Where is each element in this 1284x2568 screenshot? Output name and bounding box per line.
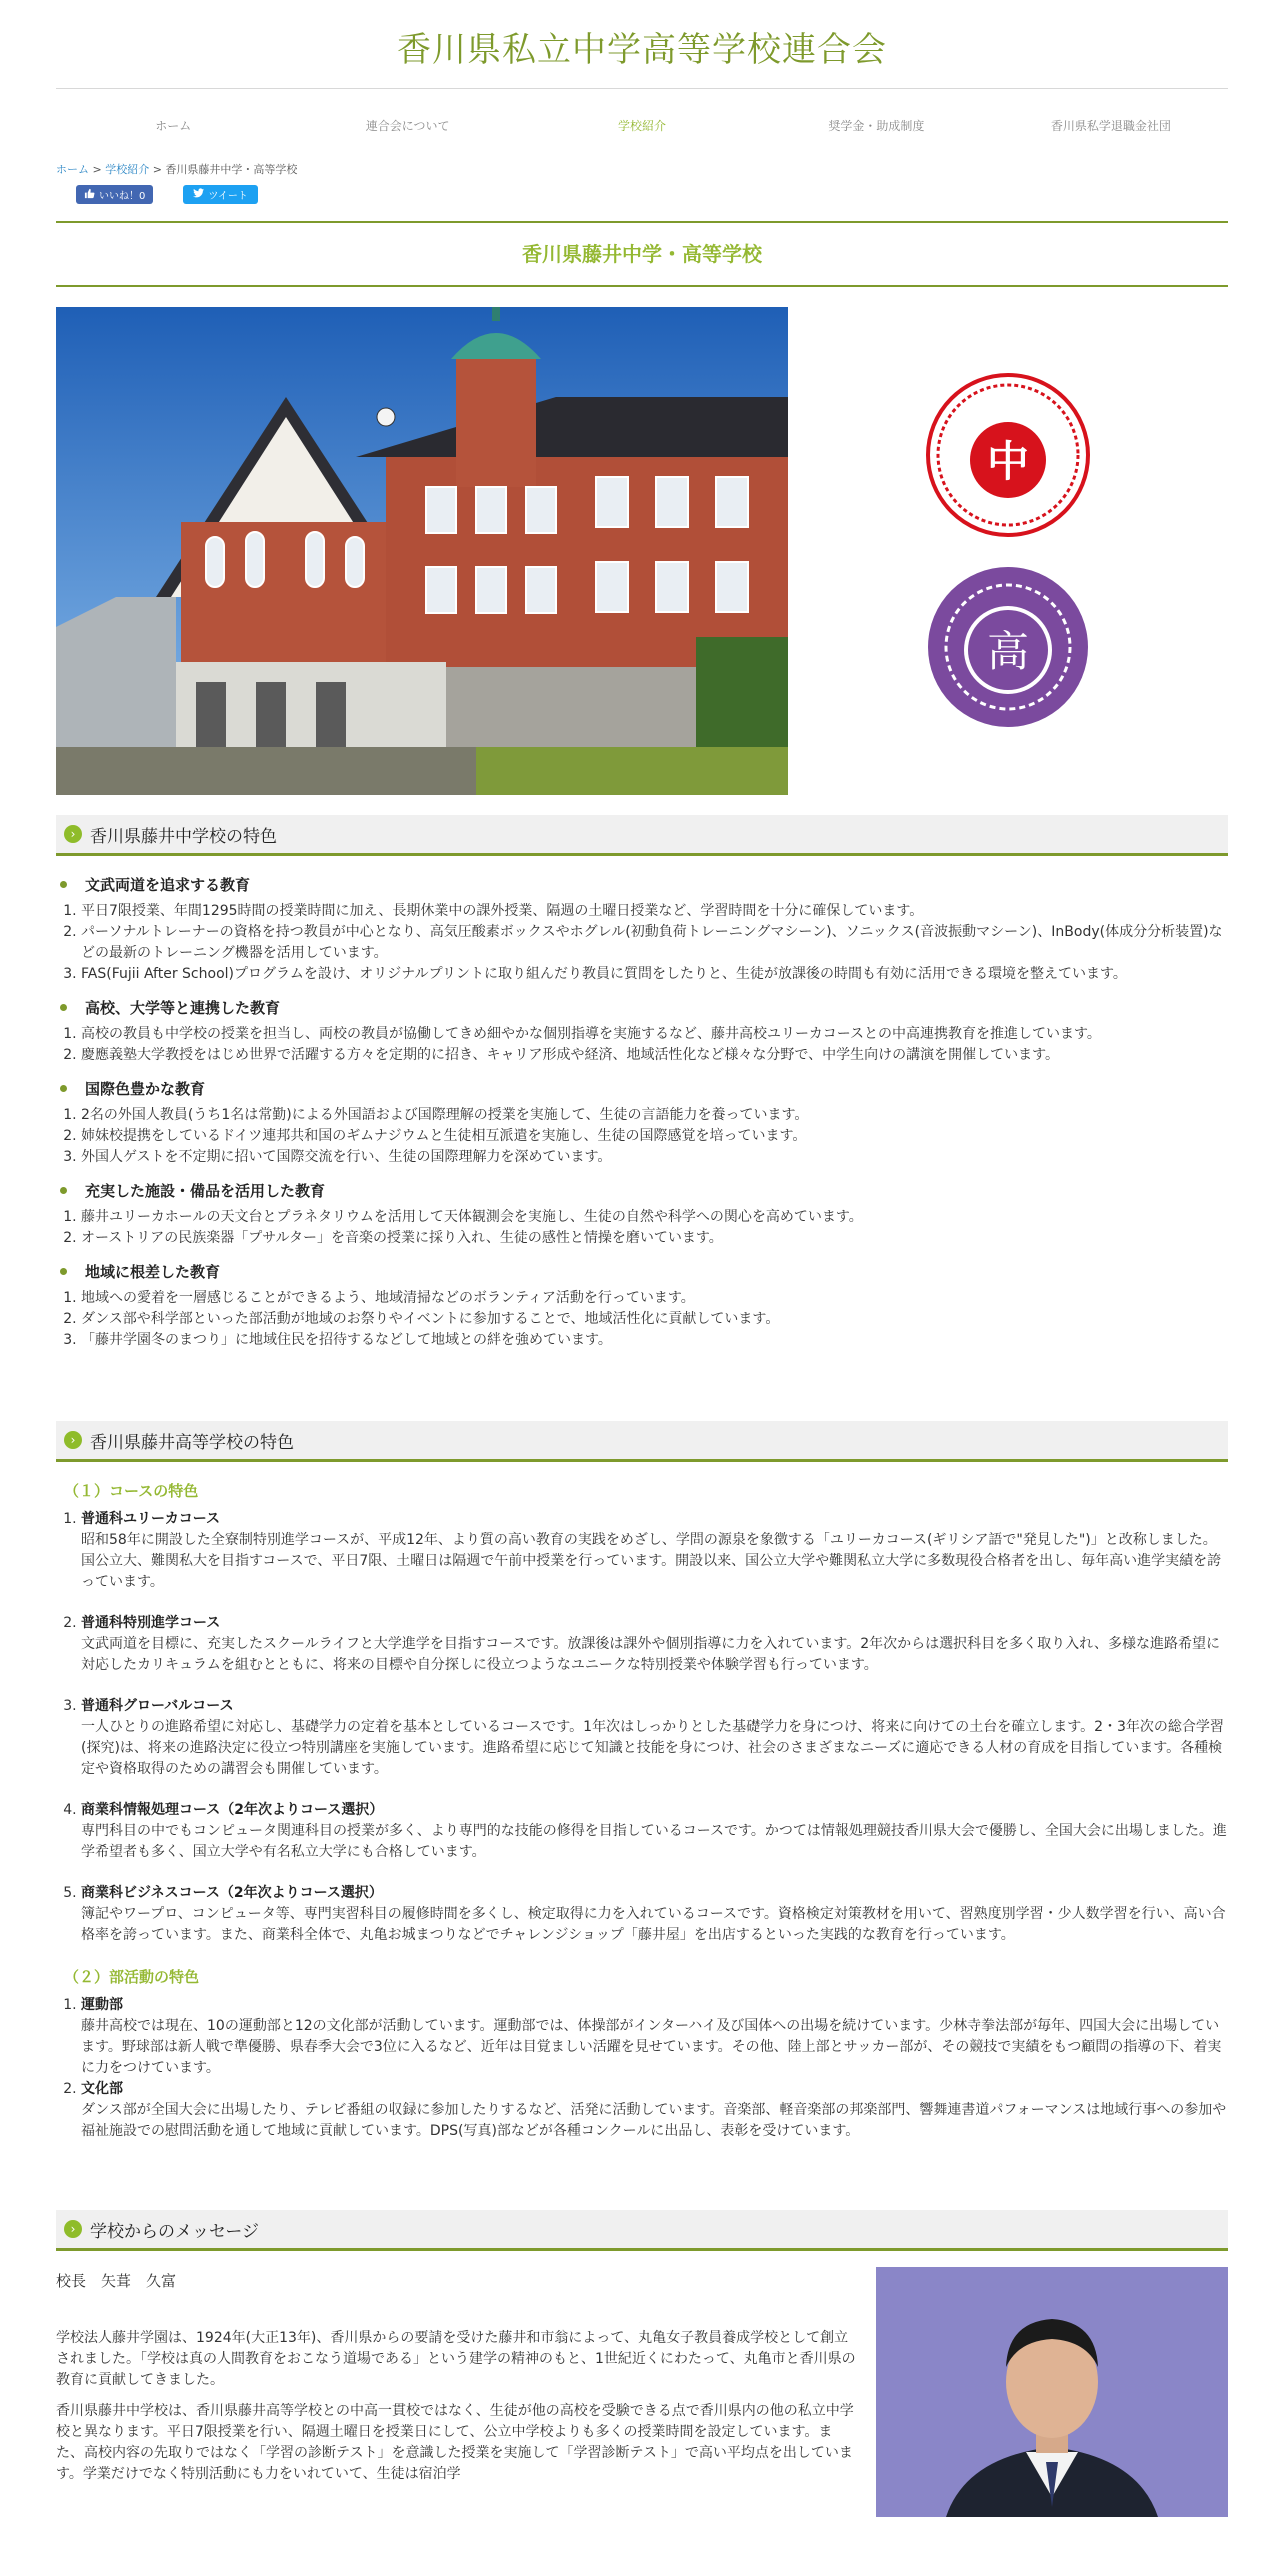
feature-title: 地域に根差した教育 <box>56 1261 1228 1282</box>
global-nav <box>56 89 1228 161</box>
feature-list <box>56 901 1228 985</box>
list-item: 1. 高校の教員も中学校の授業を担当し、両校の教員が協働してきめ細やかな個別指導を実施するなど、藤井高校ユリーカコースとの中高連携教育を推進しています。 <box>81 1024 1228 1045</box>
hero-section <box>56 307 1228 795</box>
club-item: 2. 文化部 ダンス部が全国大会に出場したり、テレビ番組の収録に参加したりするなど、活発に活動しています。音楽部、軽音楽部の邦楽部門、響舞連書道パフォーマンスは地域行事への参加や福祉施設での慰問活動を通して地域に貢献しています。DPS(写真)部などが各種コンクールに出品し、表彰を受けています。 <box>81 2079 1228 2142</box>
course-item: 3. 普通科グローバルコース 一人ひとりの進路希望に対応し、基礎学力の定着を基本としているコースです。1年次はしっかりとした基礎学力を身につけ、将来に向けての土台を確立します。2・3年次の総合学習(探究)は、将来の進路決定に役立つ特別講座を実施しています。進路希望に応じて知識と技能を身につけ、社会のさまざまなニーズに適応できる人材の育成を目指しています。各種検定や資格取得のための講習会も開催しています。 <box>81 1696 1228 1780</box>
bullet-icon <box>60 1004 67 1011</box>
list-item: 2. パーソナルトレーナーの資格を持つ教員が中心となり、高気圧酸素ボックスやホグレル(初動負荷トレーニングマシーン)、ソニックス(音波振動マシーン)、InBody(体成分分析装置)などの最新のトレーニング機器を活用しています。 <box>81 922 1228 964</box>
feature-title: 充実した施設・備品を活用した教育 <box>56 1180 1228 1201</box>
thumbs-up-icon <box>84 188 95 202</box>
facebook-like-label: いいね！0 <box>99 191 146 202</box>
school-emblems <box>788 307 1228 795</box>
social-buttons <box>56 183 1228 219</box>
section-title: 香川県藤井高等学校の特色 <box>90 1432 294 1453</box>
tweet-button[interactable] <box>183 185 258 204</box>
senior-emblem-char: 高 <box>986 627 1030 676</box>
section-heading-message <box>56 2210 1228 2251</box>
chevron-right-icon: › <box>64 1431 82 1449</box>
breadcrumb-schools[interactable]: 学校紹介 <box>105 163 150 176</box>
nav-item-schools[interactable]: 学校紹介 <box>618 118 667 133</box>
feature-title: 高校、大学等と連携した教育 <box>56 997 1228 1018</box>
chevron-right-icon: › <box>64 825 82 843</box>
course-item: 5. 商業科ビジネスコース（2年次よりコース選択） 簿記やワープロ、コンピュータ等、専門実習科目の履修時間を多くし、検定取得に力を入れているコースです。資格検定対策教材を用いて、習熟度別学習・少人数学習を行い、高い合格率を誇っています。また、商業科全体で、丸亀お城まつりなどでチャレンジショップ「藤井屋」を出店するといった実践的な教育を行っています。 <box>81 1883 1228 1946</box>
nav-item-home[interactable]: ホーム <box>155 118 192 133</box>
bullet-icon <box>60 881 67 888</box>
courses-subheading: （１）コースの特色 <box>64 1482 199 1500</box>
facebook-like-button[interactable] <box>76 185 153 204</box>
course-item: 4. 商業科情報処理コース（2年次よりコース選択） 専門科目の中でもコンピュータ関連科目の授業が多く、より専門的な技能の修得を目指しているコースです。かつては情報処理競技香川県大会で優勝し、全国大会に出場しました。進学希望者も多く、国立大学や有名私立大学にも合格しています。 <box>81 1800 1228 1863</box>
feature-list <box>56 1288 1228 1351</box>
message-paragraph: 学校法人藤井学園は、1924年(大正13年)、香川県からの要請を受けた藤井和市翁によって、丸亀女子教員養成学校として創立されました。「学校は真の人間教育をおこなう道場である」という建学の精神のもと、1世紀近くにわたって、丸亀市と香川県の教育に貢献してきました。 <box>56 2330 856 2388</box>
feature-list <box>56 1105 1228 1168</box>
list-item: 3. FAS(Fujii After School)プログラムを設け、オリジナルプリントに取り組んだり教員に質問をしたりと、生徒が放課後の時間も有効に活用できる環境を整えています。 <box>81 964 1228 985</box>
nav-item-retirement[interactable]: 香川県私学退職金社団 <box>1050 118 1171 133</box>
message-text <box>56 2267 876 2517</box>
bullet-icon <box>60 1268 67 1275</box>
site-title[interactable]: 香川県私立中学高等学校連合会 <box>397 30 887 70</box>
chevron-right-icon: › <box>64 2220 82 2238</box>
course-list <box>56 1509 1228 1946</box>
club-list <box>56 1995 1228 2142</box>
breadcrumb-current: 香川県藤井中学・高等学校 <box>165 163 298 176</box>
page-title: 香川県藤井中学・高等学校 <box>56 221 1228 287</box>
page-wrapper <box>56 0 1228 2517</box>
course-item: 1. 普通科ユリーカコース 昭和58年に開設した全寮制特別進学コースが、平成12年、より質の高い教育の実践をめざし、学問の源泉を象徴する「ユリーカコース(ギリシア語で"発見した")」と改称しました。国公立大、難関私大を目指すコースで、平日7限、土曜日は隔週で午前中授業を行っています。開設以来、国公立大学や難関私立大学に多数現役合格者を出し、毎年高い進学実績を誇っています。 <box>81 1509 1228 1593</box>
section-title: 香川県藤井中学校の特色 <box>90 826 277 847</box>
list-item: 1. 地域への愛着を一層感じることができるよう、地域清掃などのボランティア活動を行っています。 <box>81 1288 1228 1309</box>
bullet-icon <box>60 1085 67 1092</box>
list-item: 3. 外国人ゲストを不定期に招いて国際交流を行い、生徒の国際理解力を深めています。 <box>81 1147 1228 1168</box>
section-title: 学校からのメッセージ <box>90 2221 259 2242</box>
nav-item-scholarship[interactable]: 奨学金・助成制度 <box>828 118 925 133</box>
school-building-photo <box>56 307 788 795</box>
tweet-label: ツイート <box>208 191 248 202</box>
senior-high-emblem <box>923 562 1093 732</box>
list-item: 2. 姉妹校提携をしているドイツ連邦共和国のギムナジウムと生徒相互派遣を実施し、生徒の国際感覚を培っています。 <box>81 1126 1228 1147</box>
clubs-subheading: （２）部活動の特色 <box>64 1968 200 1986</box>
list-item: 1. 2名の外国人教員(うち1名は常勤)による外国語および国際理解の授業を実施して、生徒の言語能力を養っています。 <box>81 1105 1228 1126</box>
feature-title: 国際色豊かな教育 <box>56 1078 1228 1099</box>
course-item: 2. 普通科特別進学コース 文武両道を目標に、充実したスクールライフと大学進学を目指すコースです。放課後は課外や個別指導に力を入れています。2年次からは選択科目を多く取り入れ、多様な進路希望に対応したカリキュラムを組むとともに、将来の目標や自分探しに役立つようなユニークな特別授業や体験学習も行っています。 <box>81 1613 1228 1676</box>
principal-name: 校長 矢葺 久富 <box>56 2272 177 2290</box>
section-heading-jhs <box>56 815 1228 856</box>
list-item: 1. 平日7限授業、年間1295時間の授業時間に加え、長期休業中の課外授業、隔週の土曜日授業など、学習時間を十分に確保しています。 <box>81 901 1228 922</box>
jhs-features <box>56 856 1228 1351</box>
breadcrumb-home[interactable]: ホーム <box>56 163 89 176</box>
breadcrumb-separator: > <box>92 163 102 176</box>
junior-high-emblem <box>923 370 1093 540</box>
breadcrumb <box>56 161 1228 183</box>
club-item: 1. 運動部 藤井高校では現在、10の運動部と12の文化部が活動しています。運動部では、体操部がインターハイ及び国体への出場を続けています。少林寺拳法部が毎年、四国大会に出場しています。野球部は新人戦で準優勝、県春季大会で3位に入るなど、近年は目覚ましい活躍を見せています。その他、陸上部とサッカー部が、その競技で実績をもつ顧問の指導の下、着実に力をつけています。 <box>81 1995 1228 2079</box>
list-item: 1. 藤井ユリーカホールの天文台とプラネタリウムを活用して天体観測会を実施し、生徒の自然や科学への関心を高めています。 <box>81 1207 1228 1228</box>
list-item: 2. ダンス部や科学部といった部活動が地域のお祭りやイベントに参加することで、地域活性化に貢献しています。 <box>81 1309 1228 1330</box>
principal-portrait <box>876 2267 1228 2517</box>
nav-item-about[interactable]: 連合会について <box>365 118 450 133</box>
breadcrumb-separator: > <box>152 163 162 176</box>
feature-list <box>56 1207 1228 1249</box>
list-item: 2. オーストリアの民族楽器「プサルター」を音楽の授業に採り入れ、生徒の感性と情操を磨いています。 <box>81 1228 1228 1249</box>
bullet-icon <box>60 1187 67 1194</box>
twitter-bird-icon <box>193 188 204 201</box>
message-paragraph: 香川県藤井中学校は、香川県藤井高等学校との中高一貫校ではなく、生徒が他の高校を受験できる点で香川県内の他の私立中学校と異なります。平日7限授業を行い、隔週土曜日を授業日にして、公立中学校よりも多くの授業時間を設定しています。また、高校内容の先取りではなく「学習の診断テスト」を意識した授業を実施して「学習診断テスト」で高い平均点を出しています。学業だけでなく特別活動にも力をいれていて、生徒は宿泊学 <box>56 2403 854 2482</box>
feature-title: 文武両道を追求する教育 <box>56 874 1228 895</box>
message-body <box>56 2267 1228 2517</box>
list-item: 3. 「藤井学園冬のまつり」に地域住民を招待するなどして地域との絆を強めています。 <box>81 1330 1228 1351</box>
section-heading-hs <box>56 1421 1228 1462</box>
feature-list <box>56 1024 1228 1066</box>
junior-emblem-char: 中 <box>986 437 1030 486</box>
list-item: 2. 慶應義塾大学教授をはじめ世界で活躍する方々を定期的に招き、キャリア形成や経済、地域活性化など様々な分野で、中学生向けの講演を開催しています。 <box>81 1045 1228 1066</box>
